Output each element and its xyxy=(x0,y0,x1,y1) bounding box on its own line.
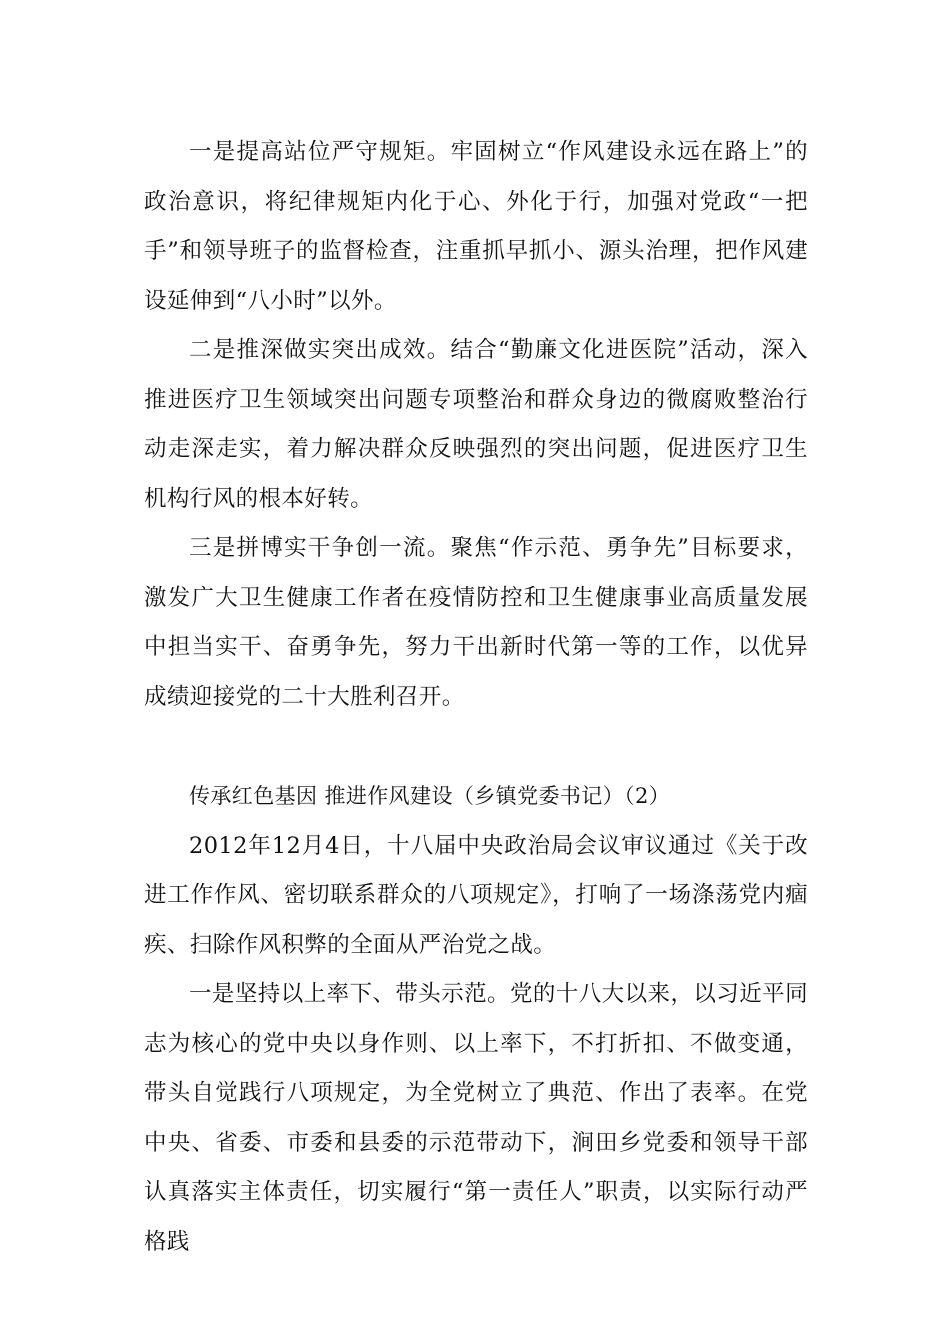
section-gap xyxy=(144,722,808,772)
paragraph-deepen-results: 二是推深做实突出成效。结合“勤廉文化进医院”活动，深入推进医疗卫生领域突出问题专项整治和群众身边的微腐败整治行动走深走实，着力解决群众反映强烈的突出问题，促进医疗卫生机构行风的根本好转。 xyxy=(144,337,808,512)
paragraph-raise-standing: 一是提高站位严守规矩。牢固树立“作风建设永远在路上”的政治意识，将纪律规矩内化于心、外化于行，加强对党政“一把手”和领导班子的监督检查，注重抓早抓小、源头治理，把作风建设延伸到“八小时”以外。 xyxy=(144,139,808,314)
paragraph-lead-by-example: 一是坚持以上率下、带头示范。党的十八大以来，以习近平同志为核心的党中央以身作则、以上率下，不打折扣、不做变通，带头自觉践行八项规定，为全党树立了典范、作出了表率。在党中央、省委、市委和县委的示范带动下，涧田乡党委和领导干部认真落实主体责任，切实履行“第一责任人”职责，以实际行动严格践 xyxy=(144,981,808,1255)
paragraph-strive-first-class: 三是拼博实干争创一流。聚焦“作示范、勇争先”目标要求，激发广大卫生健康工作者在疫情防控和卫生健康事业高质量发展中担当实干、奋勇争先，努力干出新时代第一等的工作，以优异成绩迎接党的二十大胜利召开。 xyxy=(144,535,808,710)
paragraph-eight-rules: 2012年12月4日，十八届中央政治局会议审议通过《关于改进工作作风、密切联系群众的八项规定》，打响了一场涤荡党内痼疾、扫除作风积弊的全面从严治党之战。 xyxy=(144,832,808,958)
document-body xyxy=(144,128,808,1267)
section-title: 传承红色基因 推进作风建设（乡镇党委书记）（2） xyxy=(189,784,671,808)
